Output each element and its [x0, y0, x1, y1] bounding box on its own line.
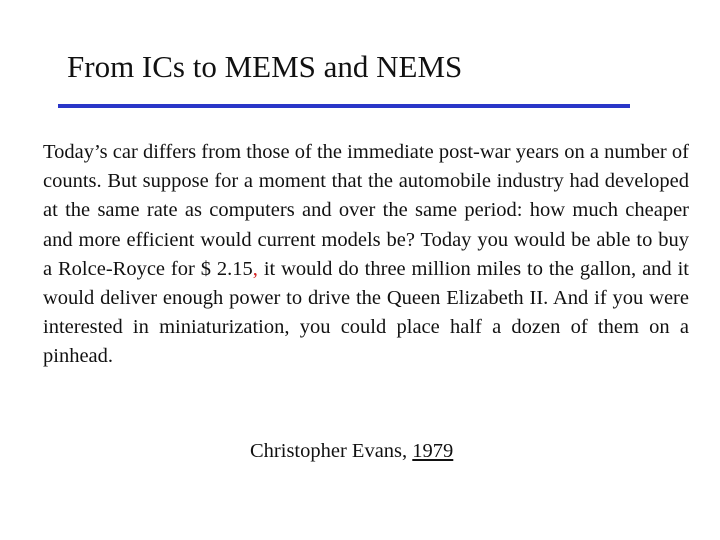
attribution-author: Christopher Evans, [250, 440, 413, 462]
quote-paragraph [43, 138, 689, 372]
quote-highlight-comma: , [252, 257, 258, 280]
attribution-year: 1979 [412, 440, 454, 462]
title-underline-rule [58, 104, 630, 108]
quote-text-after-price: it would do three million miles to the gallon, and it would deliver enough power to drive the Queen Elizabeth II. And if you were interested in miniaturization, you could place half a dozen of them on a pinhead. [43, 257, 689, 368]
quote-attribution [250, 436, 453, 466]
quote-text-before-price: Today’s car differs from those of the immediate post-war years on a number of counts. But suppose for a moment that the automobile industry had developed at the same rate as computers and over the same period: how much cheaper and more efficient would current models be? Today you would be able to buy a Rolce-Royce for $ 2.15 [43, 141, 689, 280]
slide-title: From ICs to MEMS and NEMS [67, 49, 463, 84]
